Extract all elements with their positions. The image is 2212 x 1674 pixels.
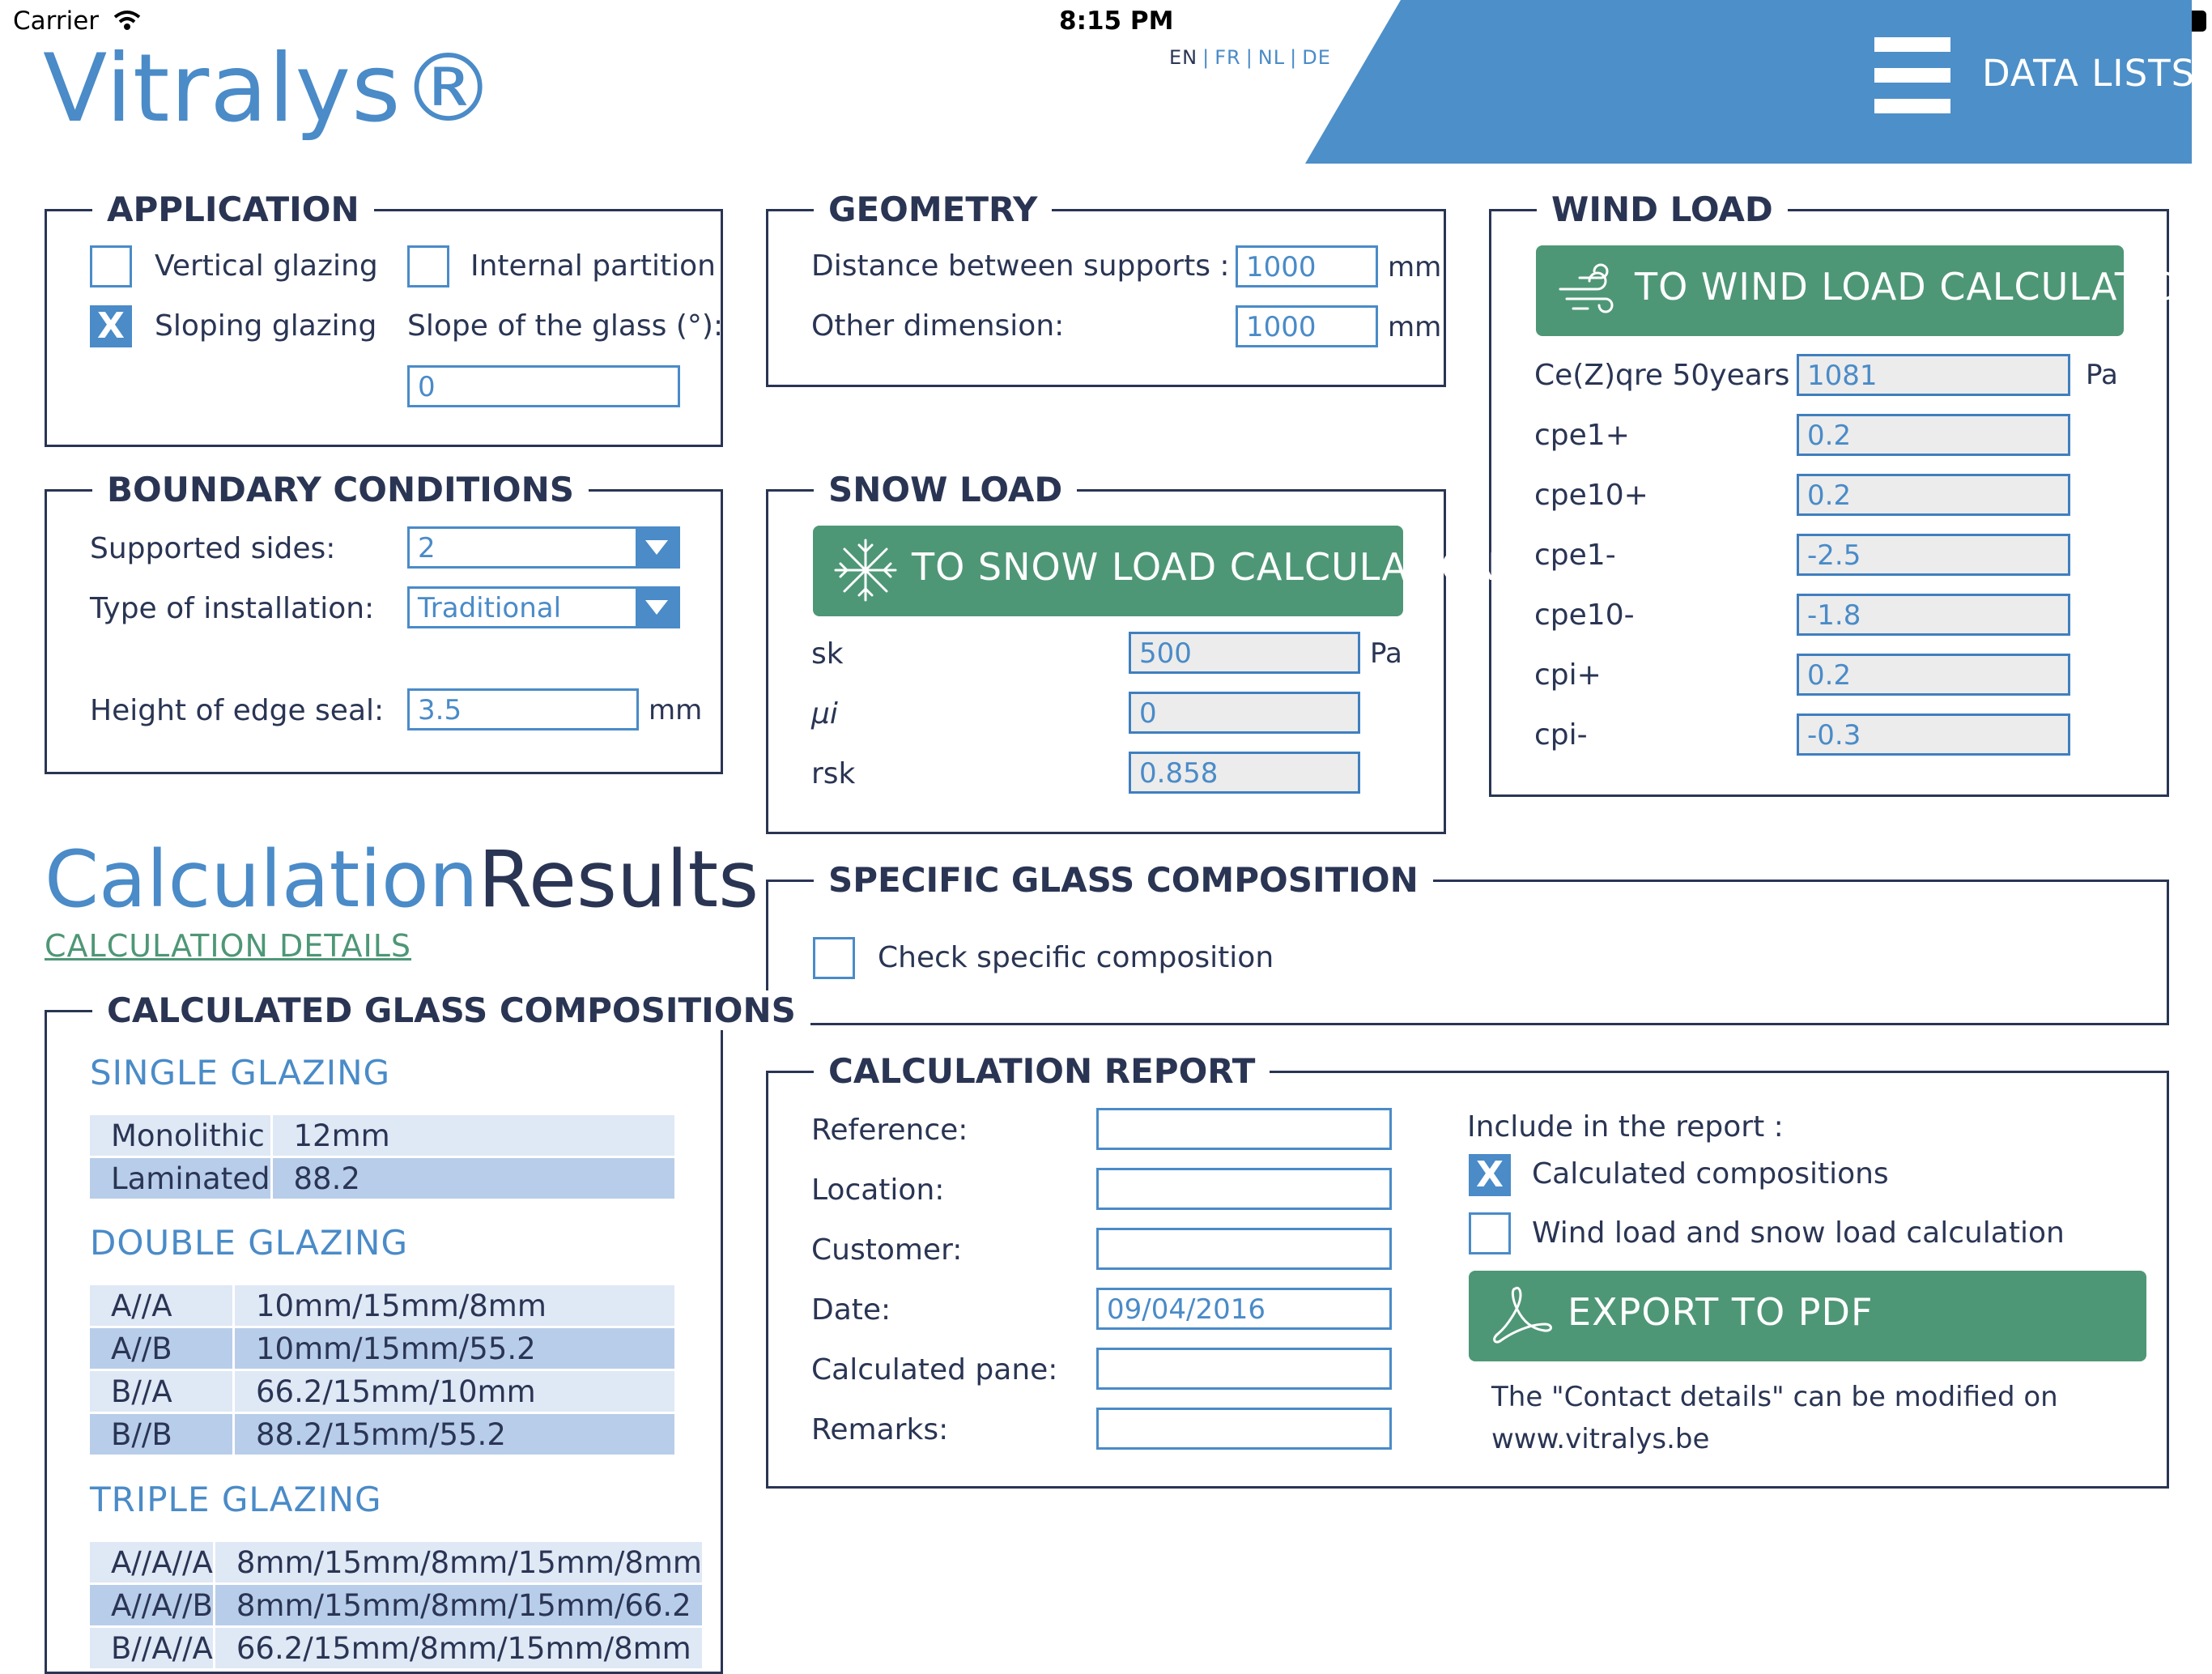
specific-composition-checkbox[interactable] [813, 937, 855, 979]
wind-icon [1555, 257, 1622, 323]
rsk-input[interactable]: 0.858 [1129, 752, 1360, 794]
other-dimension-label: Other dimension: [811, 309, 1065, 343]
reference-label: Reference: [811, 1114, 968, 1147]
triple-glazing-table [90, 1540, 702, 1668]
table-row [90, 1413, 674, 1455]
date-label: Date: [811, 1293, 891, 1327]
wind-load-title: WIND LOAD [1537, 190, 1788, 229]
edge-seal-unit: mm [649, 694, 703, 726]
lang-separator: | [1202, 46, 1210, 69]
specific-composition-panel [766, 860, 2169, 1025]
wind-row-label: cpe1- [1534, 539, 1616, 572]
calculated-compositions-checkbox[interactable]: X [1469, 1154, 1511, 1196]
vertical-glazing-checkbox[interactable] [90, 245, 132, 288]
single-glazing-title: SINGLE GLAZING [90, 1053, 391, 1093]
application-title: APPLICATION [92, 190, 374, 229]
export-pdf-label: EXPORT TO PDF [1568, 1290, 1874, 1334]
table-row [90, 1584, 702, 1627]
wind-row-input[interactable]: 0.2 [1797, 474, 2070, 516]
boundary-title: BOUNDARY CONDITIONS [92, 470, 589, 509]
sk-label: sk [811, 637, 844, 671]
table-row [90, 1627, 702, 1669]
wind-row-label: Ce(Z)qre 50years [1534, 359, 1790, 392]
composition-value-cell: 10mm/15mm/8mm [234, 1284, 675, 1327]
installation-select[interactable] [407, 586, 680, 628]
table-row [90, 1284, 674, 1327]
snow-load-panel [766, 470, 1499, 834]
application-panel [45, 190, 724, 447]
slope-label: Slope of the glass (°): [407, 309, 724, 343]
distance-unit: mm [1388, 251, 1442, 283]
wind-snow-label: Wind load and snow load calculation [1532, 1216, 2065, 1250]
results-title-b: Results [478, 834, 759, 925]
wind-row-label: cpe1+ [1534, 419, 1630, 452]
composition-value-cell: 88.2/15mm/55.2 [234, 1413, 675, 1455]
edge-seal-label: Height of edge seal: [90, 694, 385, 727]
calculation-report-title: CALCULATION REPORT [814, 1051, 1270, 1091]
snow-load-title: SNOW LOAD [814, 470, 1077, 509]
other-dimension-input[interactable]: 1000 [1236, 305, 1378, 347]
compositions-panel [45, 990, 796, 1674]
wind-row-input[interactable]: -0.3 [1797, 713, 2070, 756]
double-glazing-title: DOUBLE GLAZING [90, 1223, 409, 1263]
lang-separator: | [1245, 46, 1253, 69]
wind-row-input[interactable]: 1081 [1797, 354, 2070, 396]
wind-row-input[interactable]: -1.8 [1797, 594, 2070, 636]
composition-value-cell: 8mm/15mm/8mm/15mm/8mm [214, 1541, 702, 1584]
language-selector [1169, 46, 1331, 69]
sloping-glazing-label: Sloping glazing [155, 309, 377, 343]
distance-input[interactable]: 1000 [1236, 245, 1378, 288]
date-input[interactable]: 09/04/2016 [1096, 1288, 1392, 1330]
snow-button-label: TO SNOW LOAD CALCULATION [912, 545, 1499, 589]
composition-value-cell: 12mm [271, 1114, 674, 1157]
customer-input[interactable] [1096, 1228, 1392, 1270]
snowflake-icon [832, 537, 899, 603]
chevron-down-icon [636, 589, 678, 626]
calculation-details-link[interactable]: CALCULATION DETAILS [45, 928, 411, 964]
pdf-icon [1488, 1282, 1555, 1348]
app-logo: Vitralys® [43, 34, 496, 143]
table-row [90, 1541, 702, 1584]
table-row [90, 1114, 674, 1157]
wind-unit: Pa [2086, 359, 2118, 391]
calculated-compositions-label: Calculated compositions [1532, 1157, 1889, 1191]
export-pdf-button[interactable] [1469, 1271, 2146, 1361]
data-lists-button[interactable]: DATA LISTS [1982, 52, 2196, 95]
composition-value-cell: 66.2/15mm/8mm/15mm/8mm [214, 1627, 702, 1669]
wind-row-label: cpe10- [1534, 598, 1635, 632]
wind-load-panel [1489, 190, 2210, 797]
lang-nl[interactable]: NL [1257, 46, 1286, 69]
contact-note-line1: The "Contact details" can be modified on [1491, 1381, 2058, 1413]
include-label: Include in the report : [1467, 1110, 1784, 1144]
results-title-a: Calculation [45, 834, 479, 925]
sloping-glazing-checkbox[interactable]: X [90, 305, 132, 347]
edge-seal-input[interactable]: 3.5 [407, 688, 639, 731]
composition-type-cell: B//B [90, 1413, 234, 1455]
double-glazing-table [90, 1283, 674, 1455]
lang-fr[interactable]: FR [1214, 46, 1241, 69]
chevron-down-icon [636, 529, 678, 566]
calculated-pane-label: Calculated pane: [811, 1353, 1058, 1386]
wind-row-label: cpi- [1534, 718, 1588, 752]
composition-type-cell: Laminated [90, 1157, 271, 1199]
table-row [90, 1157, 674, 1199]
snow-load-calculation-button[interactable] [813, 526, 1499, 616]
lang-separator: | [1290, 46, 1298, 69]
boundary-panel [45, 470, 723, 774]
wind-row-label: cpe10+ [1534, 479, 1648, 512]
compositions-title: CALCULATED GLASS COMPOSITIONS [92, 990, 810, 1030]
geometry-title: GEOMETRY [814, 190, 1052, 229]
lang-en[interactable]: EN [1169, 46, 1198, 69]
composition-value-cell: 88.2 [271, 1157, 674, 1199]
wind-row-input[interactable]: 0.2 [1797, 414, 2070, 456]
remarks-input[interactable] [1096, 1408, 1392, 1450]
location-label: Location: [811, 1174, 945, 1207]
composition-type-cell: A//B [90, 1327, 234, 1370]
internal-partition-checkbox[interactable] [407, 245, 449, 288]
composition-type-cell: B//A//A [90, 1627, 214, 1669]
contact-note-line2: www.vitralys.be [1491, 1423, 1710, 1455]
mu-input[interactable]: 0 [1129, 692, 1360, 734]
distance-label: Distance between supports : [811, 249, 1230, 283]
specific-composition-title: SPECIFIC GLASS COMPOSITION [814, 860, 1433, 900]
calculated-pane-input[interactable] [1096, 1348, 1392, 1390]
wind-row-input[interactable]: -2.5 [1797, 534, 2070, 576]
table-row [90, 1327, 674, 1370]
sk-unit: Pa [1370, 637, 1402, 670]
calculation-results-title [45, 834, 759, 925]
single-glazing-table [90, 1113, 674, 1199]
composition-value-cell: 66.2/15mm/10mm [234, 1370, 675, 1413]
slope-input[interactable]: 0 [407, 365, 680, 407]
wind-row-input[interactable]: 0.2 [1797, 654, 2070, 696]
composition-value-cell: 10mm/15mm/55.2 [234, 1327, 675, 1370]
mu-label: μi [811, 697, 838, 731]
composition-value-cell: 8mm/15mm/8mm/15mm/66.2 [214, 1584, 702, 1627]
composition-type-cell: B//A [90, 1370, 234, 1413]
installation-label: Type of installation: [90, 592, 375, 625]
vertical-glazing-label: Vertical glazing [155, 249, 378, 283]
triple-glazing-title: TRIPLE GLAZING [90, 1480, 382, 1519]
supported-sides-value: 2 [418, 532, 436, 564]
status-carrier [13, 6, 141, 36]
sk-input[interactable]: 500 [1129, 632, 1360, 674]
composition-type-cell: A//A [90, 1284, 234, 1327]
customer-label: Customer: [811, 1233, 963, 1267]
status-time: 8:15 PM [1059, 6, 1174, 36]
lang-de[interactable]: DE [1302, 46, 1331, 69]
supported-sides-select[interactable] [407, 526, 680, 569]
internal-partition-label: Internal partition [470, 249, 716, 283]
location-input[interactable] [1096, 1168, 1392, 1210]
remarks-label: Remarks: [811, 1413, 949, 1446]
carrier-label: Carrier [13, 6, 100, 36]
rsk-label: rsk [811, 757, 856, 790]
hamburger-icon[interactable] [1874, 37, 1950, 113]
wind-load-calculation-button[interactable] [1536, 245, 2210, 336]
composition-type-cell: A//A//A [90, 1541, 214, 1584]
geometry-panel [766, 190, 1446, 387]
composition-type-cell: Monolithic [90, 1114, 271, 1157]
wind-button-label: TO WIND LOAD CALCULATION [1635, 265, 2210, 309]
wind-snow-checkbox[interactable] [1469, 1212, 1511, 1254]
table-row [90, 1370, 674, 1413]
installation-value: Traditional [418, 592, 562, 624]
reference-input[interactable] [1096, 1108, 1392, 1150]
wifi-icon [113, 10, 141, 31]
calculation-report-panel [766, 1051, 2169, 1489]
composition-type-cell: A//A//B [90, 1584, 214, 1627]
supported-sides-label: Supported sides: [90, 532, 336, 565]
specific-composition-label: Check specific composition [878, 941, 1274, 974]
wind-row-label: cpi+ [1534, 658, 1602, 692]
other-dimension-unit: mm [1388, 311, 1442, 343]
